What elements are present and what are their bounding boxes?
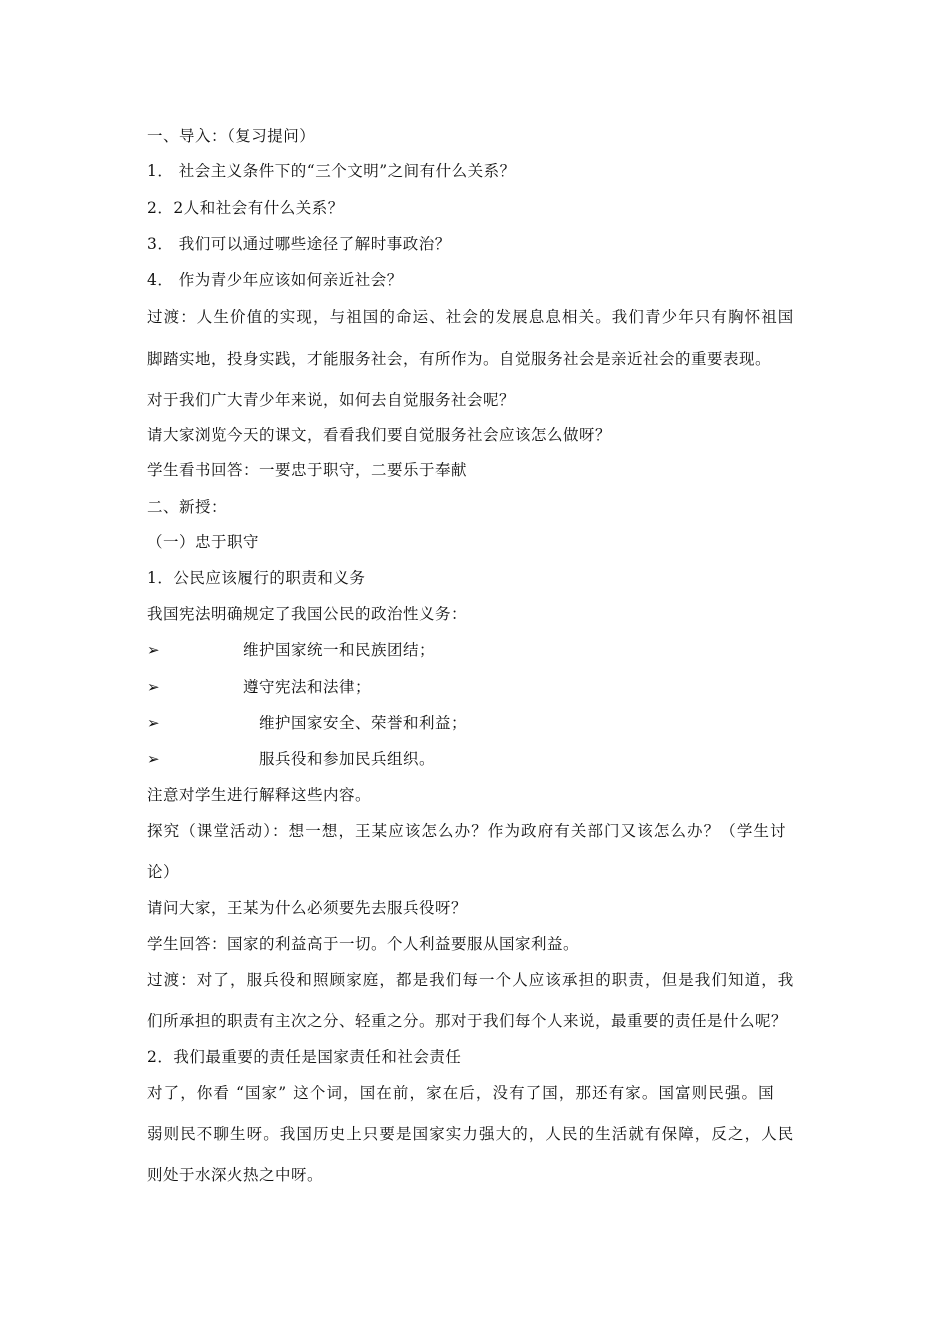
transition-paragraph-line-1: 过渡：人生价值的实现，与祖国的命运、社会的发展息息相关。我们青少年只有胸怀祖国 [147, 308, 795, 326]
question-3: 3． 我们可以通过哪些途径了解时事政治？ [147, 235, 451, 253]
bullet-item: 维护国家统一和民族团结； [243, 641, 436, 659]
question-1: 1． 社会主义条件下的“三个文明”之间有什么关系？ [147, 162, 516, 180]
bullet-arrow-icon: ➢ [147, 641, 160, 659]
paragraph-line: 我国宪法明确规定了我国公民的政治性义务： [147, 605, 468, 623]
section-heading-intro: 一、导入：（复习提问） [147, 127, 316, 145]
subsection-heading: （一）忠于职守 [147, 533, 260, 551]
bullet-item: 服兵役和参加民兵组织。 [259, 750, 436, 768]
inquiry-paragraph-line-1: 探究（课堂活动）：想一想，王某应该怎么办？作为政府有关部门又该怎么办？（学生讨 [147, 822, 787, 840]
bullet-arrow-icon: ➢ [147, 750, 160, 768]
paragraph-line: 注意对学生进行解释这些内容。 [147, 786, 372, 804]
closing-paragraph-line-1: 对了，你看 “国家” 这个词，国在前，家在后，没有了国，那还有家。国富则民强。国 [147, 1084, 775, 1102]
paragraph-line: 学生回答：国家的利益高于一切。个人利益要服从国家利益。 [147, 935, 580, 953]
paragraph-line: 请大家浏览今天的课文，看看我们要自觉服务社会应该怎么做呀？ [147, 426, 612, 444]
bullet-item: 遵守宪法和法律； [243, 678, 372, 696]
bullet-arrow-icon: ➢ [147, 714, 160, 732]
paragraph-line: 请问大家，王某为什么必须要先去服兵役呀？ [147, 899, 468, 917]
closing-paragraph-line-3: 则处于水深火热之中呀。 [147, 1166, 324, 1184]
numbered-heading-1: 1．公民应该履行的职责和义务 [147, 569, 366, 587]
closing-paragraph-line-2: 弱则民不聊生呀。我国历史上只要是国家实力强大的，人民的生活就有保障，反之，人民 [147, 1125, 795, 1143]
transition-paragraph-2-line-2: 们所承担的职责有主次之分、轻重之分。那对于我们每个人来说，最重要的责任是什么呢？ [147, 1012, 788, 1030]
paragraph-line: 学生看书回答：一要忠于职守，二要乐于奉献 [147, 461, 468, 479]
bullet-item: 维护国家安全、荣誉和利益； [259, 714, 468, 732]
paragraph-line: 对于我们广大青少年来说，如何去自觉服务社会呢？ [147, 391, 516, 409]
transition-paragraph-2-line-1: 过渡：对了，服兵役和照顾家庭，都是我们每一个人应该承担的职责，但是我们知道，我 [147, 971, 795, 989]
inquiry-paragraph-line-2: 论） [147, 863, 180, 881]
numbered-heading-2: 2．我们最重要的责任是国家责任和社会责任 [147, 1048, 462, 1066]
question-2: 2．2人和社会有什么关系？ [147, 199, 344, 217]
section-heading-new: 二、新授： [147, 498, 228, 516]
question-4: 4． 作为青少年应该如何亲近社会？ [147, 271, 403, 289]
bullet-arrow-icon: ➢ [147, 678, 160, 696]
transition-paragraph-line-2: 脚踏实地，投身实践，才能服务社会，有所作为。自觉服务社会是亲近社会的重要表现。 [147, 350, 772, 368]
